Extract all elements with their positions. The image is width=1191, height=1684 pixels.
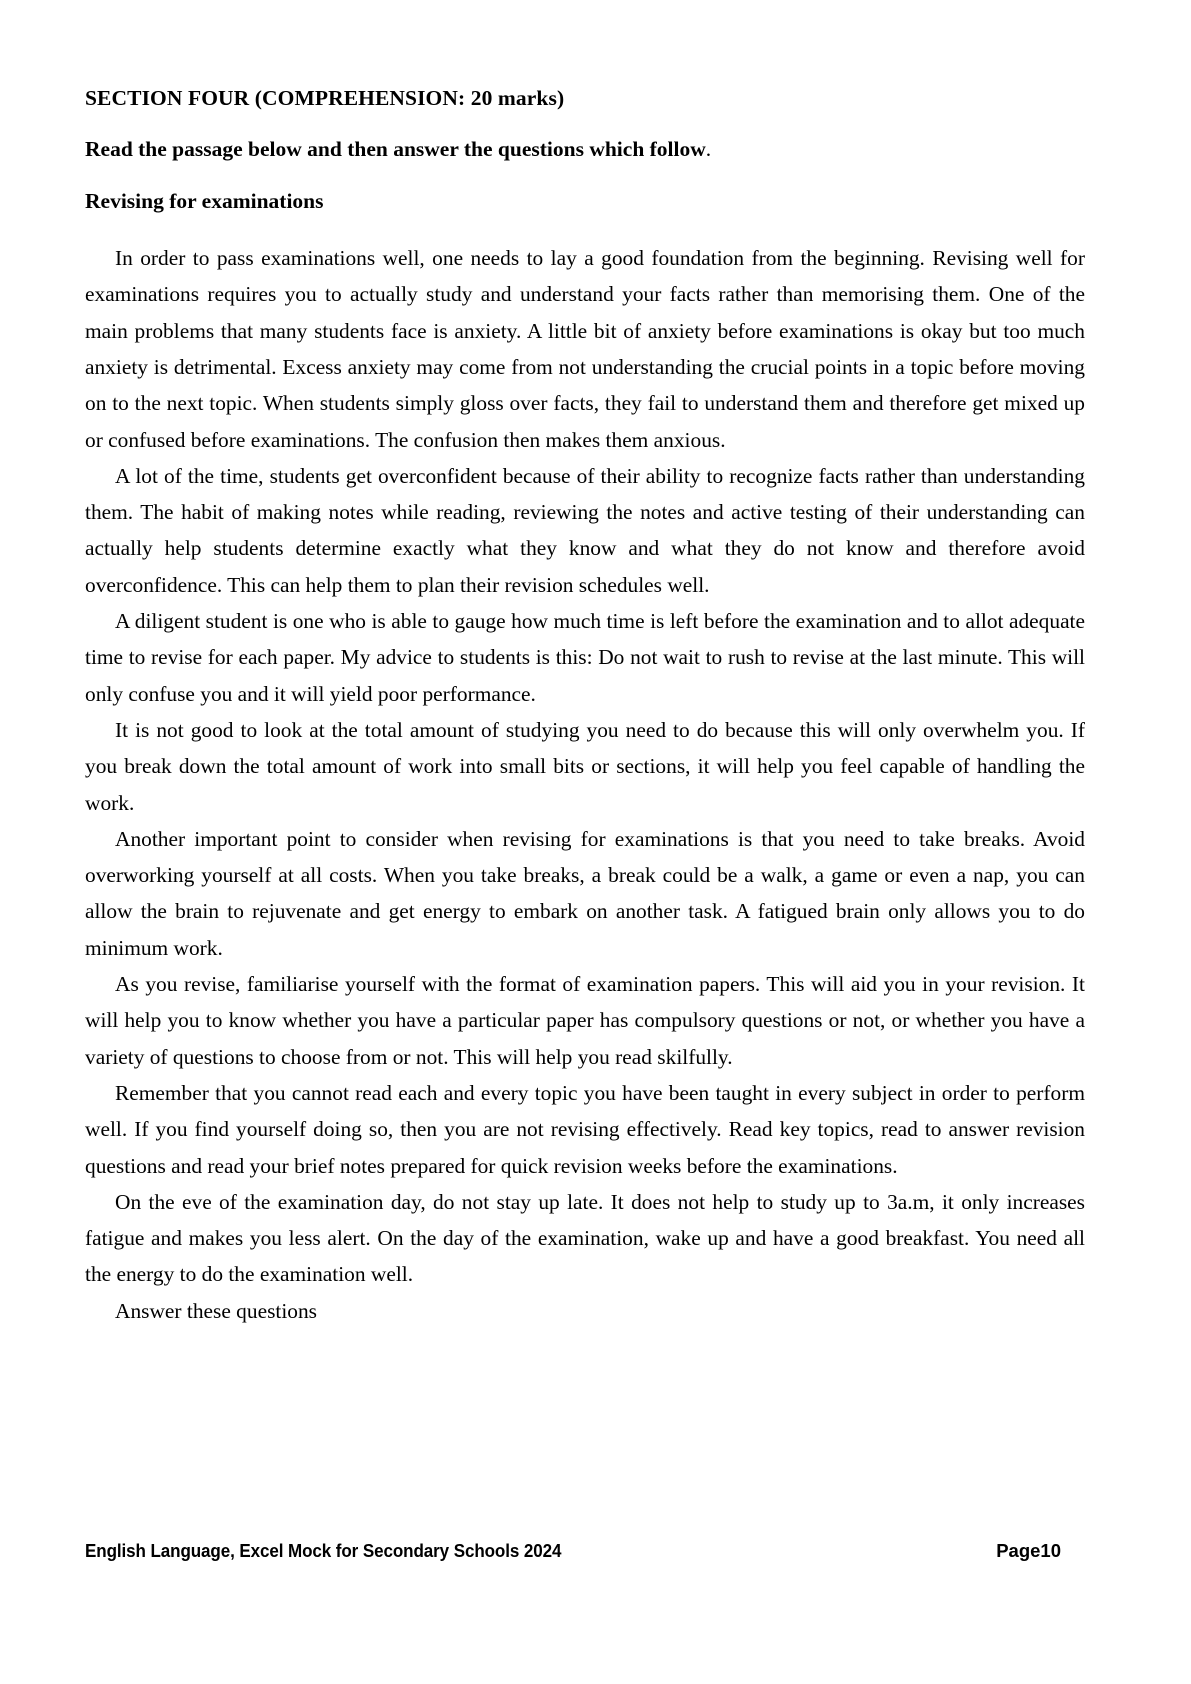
footer-page-number: Page10: [996, 1540, 1061, 1561]
passage-paragraph: In order to pass examinations well, one needs to lay a good foundation from the beginning. Revising well for examinations requires you to actually study and understand your facts rather than memorising them. One of the main problems that many students face is anxiety. A little bit of anxiety before examinations is okay but too much anxiety is detrimental. Excess anxiety may come from not understanding the crucial points in a topic before moving on to the next topic. When students simply gloss over facts, they fail to understand them and therefore get mixed up or confused before examinations. The confusion then makes them anxious.: [85, 246, 1085, 452]
section-heading: SECTION FOUR (COMPREHENSION: 20 marks): [85, 86, 565, 110]
passage-instruction: [85, 137, 1085, 162]
passage-paragraph: As you revise, familiarise yourself with the format of examination papers. This will aid you in your revision. It will help you to know whether you have a particular paper has compulsory questions or not, or whether you have a variety of questions to choose from or not. This will help you read skilfully.: [85, 972, 1085, 1069]
passage-paragraph: A lot of the time, students get overconfident because of their ability to recognize facts rather than understanding them. The habit of making notes while reading, reviewing the notes and active testing of their understanding can actually help students determine exactly what they know and what they do not know and therefore avoid overconfidence. This can help them to plan their revision schedules well.: [85, 463, 1085, 597]
footer-exam-title: English Language, Excel Mock for Secondary Schools 2024: [85, 1540, 562, 1561]
passage-instruction-trailing-punctuation: .: [705, 137, 712, 162]
passage-paragraph: A diligent student is one who is able to gauge how much time is left before the examination and to allot adequate time to revise for each paper. My advice to students is this: Do not wait to rush to revise at the last minute. This will only confuse you and it will yield poor performance.: [85, 609, 1085, 706]
passage-paragraph: On the eve of the examination day, do not stay up late. It does not help to study up to 3a.m, it only increases fatigue and makes you less alert. On the day of the examination, wake up and have a good breakfast. You need all the energy to do the examination well.: [85, 1189, 1085, 1287]
passage-paragraph: Remember that you cannot read each and every topic you have been taught in every subject in order to perform well. If you find yourself doing so, then you are not revising effectively. Read key topics, read to answer revision questions and read your brief notes prepared for quick revision weeks before the examinations.: [85, 1080, 1085, 1178]
passage-title: Revising for examinations: [85, 188, 324, 213]
answer-prompt: Answer these questions: [115, 1298, 317, 1323]
passage-paragraph: Another important point to consider when revising for examinations is that you need to take breaks. Avoid overworking yourself at all costs. When you take breaks, a break could be a walk, a game or even a nap, you can allow the brain to rejuvenate and get energy to embark on another task. A fatigued brain only allows you to do minimum work.: [85, 826, 1085, 960]
page-footer: [85, 1540, 1085, 1562]
passage-paragraph: It is not good to look at the total amount of studying you need to do because this will only overwhelm you. If you break down the total amount of work into small bits or sections, it will help you feel capable of handling the work.: [85, 717, 1085, 815]
passage-instruction-bold: Read the passage below and then answer the questions which follow: [85, 137, 706, 162]
page-content: [85, 86, 1085, 1329]
